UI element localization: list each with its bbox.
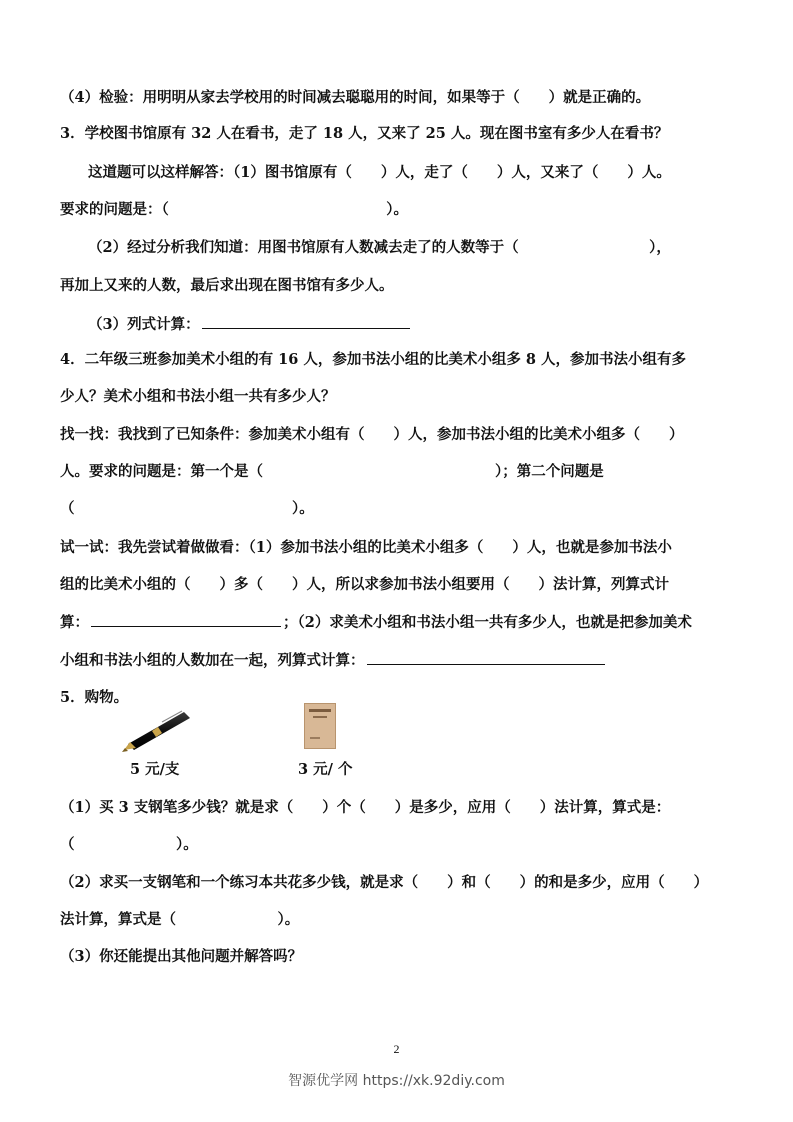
q4-find-known-line2: 人。要求的问题是：第一个是（ ）；第二个问题是 bbox=[60, 463, 604, 480]
q4-step2-text: ；（2）求美术小组和书法小组一共有多少人，也就是把参加美术 bbox=[283, 614, 692, 631]
q5-part2-line2: 法计算，算式是（ ）。 bbox=[60, 911, 300, 928]
footer-watermark: 智源优学网 https://xk.92diy.com bbox=[288, 1073, 505, 1089]
q3-step3-label: （3）列式计算： bbox=[88, 316, 200, 333]
q3-step2-continue: 再加上又来的人数，最后求出现在图书馆有多少人。 bbox=[60, 277, 394, 294]
q3-step1-known: 这道题可以这样解答：（1）图书馆原有（ ）人，走了（ ）人，又来了（ ）人。 bbox=[88, 164, 671, 181]
q2-step4-check: （4）检验：用明明从家去学校用的时间减去聪聪用的时间，如果等于（ ）就是正确的。 bbox=[60, 89, 651, 106]
q5-part3: （3）你还能提出其他问题并解答吗？ bbox=[60, 948, 303, 965]
exercise-book-icon bbox=[304, 703, 336, 749]
q4-try-line1: 试一试：我先尝试着做做看：（1）参加书法小组的比美术小组多（ ）人，也就是参加书法小 bbox=[60, 539, 672, 556]
q5-part2-line1: （2）求买一支钢笔和一个练习本共花多少钱，就是求（ ）和（ ）的和是多少，应用（ ） bbox=[60, 874, 709, 891]
q5-title: 5．购物。 bbox=[60, 689, 129, 706]
q4-calc-label: 算： bbox=[60, 614, 89, 631]
pen-price: 5 元/支 bbox=[130, 761, 180, 778]
q4-problem-line1: 4．二年级三班参加美术小组的有 16 人，参加书法小组的比美术小组多 8 人，参加书法小组有多 bbox=[60, 351, 687, 368]
q4-find-known-line1: 找一找：我找到了已知条件：参加美术小组有（ ）人，参加书法小组的比美术小组多（ ） bbox=[60, 426, 684, 443]
answer-blank-line bbox=[202, 314, 410, 329]
fountain-pen-icon bbox=[122, 706, 194, 752]
q4-problem-line2: 少人？美术小组和书法小组一共有多少人？ bbox=[60, 388, 336, 405]
q4-second-question: （ ）。 bbox=[60, 500, 314, 517]
q4-try-line4 bbox=[60, 650, 740, 671]
notebook-price: 3 元/ 个 bbox=[298, 761, 353, 778]
q3-step2-analysis: （2）经过分析我们知道：用图书馆原有人数减去走了的人数等于（ ）， bbox=[88, 239, 671, 256]
q4-try-line3 bbox=[60, 612, 740, 633]
q4-try-line2: 组的比美术小组的（ ）多（ ）人，所以求参加书法小组要用（ ）法计算，列算式计 bbox=[60, 576, 669, 593]
q3-question-to-find: 要求的问题是：（ ）。 bbox=[60, 201, 408, 218]
q3-problem: 3．学校图书馆原有 32 人在看书，走了 18 人，又来了 25 人。现在图书室有多少人在看书？ bbox=[60, 125, 669, 142]
answer-blank-line bbox=[91, 612, 281, 627]
page-number: 2 bbox=[393, 1042, 400, 1056]
q5-part1-line1: （1）买 3 支钢笔多少钱？就是求（ ）个（ ）是多少，应用（ ）法计算，算式是： bbox=[60, 799, 671, 816]
answer-blank-line bbox=[367, 650, 605, 665]
q5-part1-line2: （ ）。 bbox=[60, 836, 198, 853]
q4-step2-calc-label: 小组和书法小组的人数加在一起，列算式计算： bbox=[60, 652, 365, 669]
q3-step3-calc bbox=[88, 314, 740, 335]
